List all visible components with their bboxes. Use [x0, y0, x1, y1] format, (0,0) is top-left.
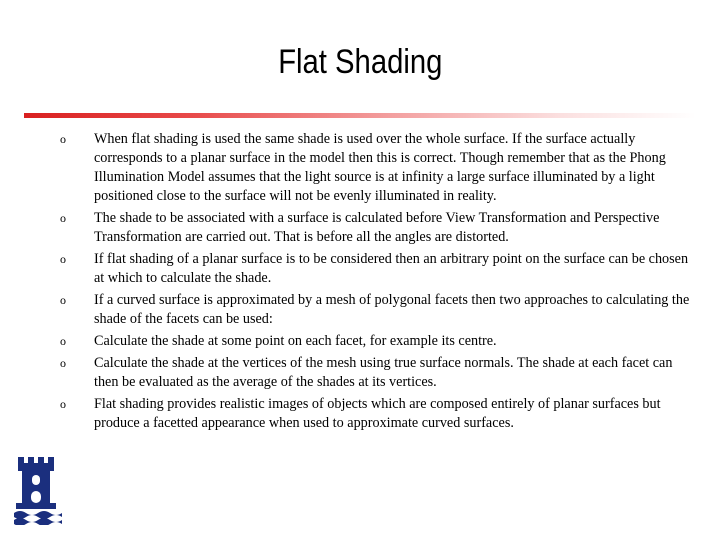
- bullet-text: Calculate the shade at some point on each facet, for example its centre.: [94, 333, 497, 349]
- bullet-marker: o: [60, 356, 66, 370]
- bullet-item: [60, 332, 690, 351]
- bullet-marker: o: [60, 132, 66, 146]
- bullet-marker: o: [60, 293, 66, 307]
- bullet-marker: o: [60, 334, 66, 348]
- bullet-text: If flat shading of a planar surface is to be considered then an arbitrary point on the surface can be chosen at which to calculate the shade.: [94, 251, 689, 286]
- bullet-item: [60, 291, 690, 329]
- title-accent-bar: [24, 113, 696, 118]
- bullet-text: When flat shading is used the same shade is used over the whole surface. If the surface actually corresponds to a planar surface in the model then this is correct. Though remember that as the Phong Illumination Model assumes that the light source is at infinity a large surface illuminated by a light positioned close to the surface will not be evenly illuminated in reality.: [94, 131, 666, 204]
- bullet-text: The shade to be associated with a surface is calculated before View Transformation and Perspective Transformation are carried out. That is before all the angles are distorted.: [94, 210, 660, 245]
- bullet-item: [60, 250, 690, 288]
- bullet-marker: o: [60, 211, 66, 225]
- university-castle-logo: [12, 455, 62, 525]
- bullet-marker: o: [60, 252, 66, 266]
- bullet-marker: o: [60, 397, 66, 411]
- bullet-item: [60, 354, 690, 392]
- bullet-item: [60, 395, 690, 433]
- bullet-text: Flat shading provides realistic images of objects which are composed entirely of planar surfaces but produce a facetted appearance when used to approximate curved surfaces.: [94, 396, 661, 431]
- slide-title: Flat Shading: [278, 43, 443, 81]
- bullet-list: [60, 130, 690, 433]
- bullet-item: [60, 209, 690, 247]
- bullet-item: [60, 130, 690, 206]
- bullet-text: Calculate the shade at the vertices of the mesh using true surface normals. The shade at each facet can then be evaluated as the average of the shades at its vertices.: [94, 355, 673, 390]
- bullet-text: If a curved surface is approximated by a mesh of polygonal facets then two approaches to calculating the shade of the facets can be used:: [94, 292, 690, 327]
